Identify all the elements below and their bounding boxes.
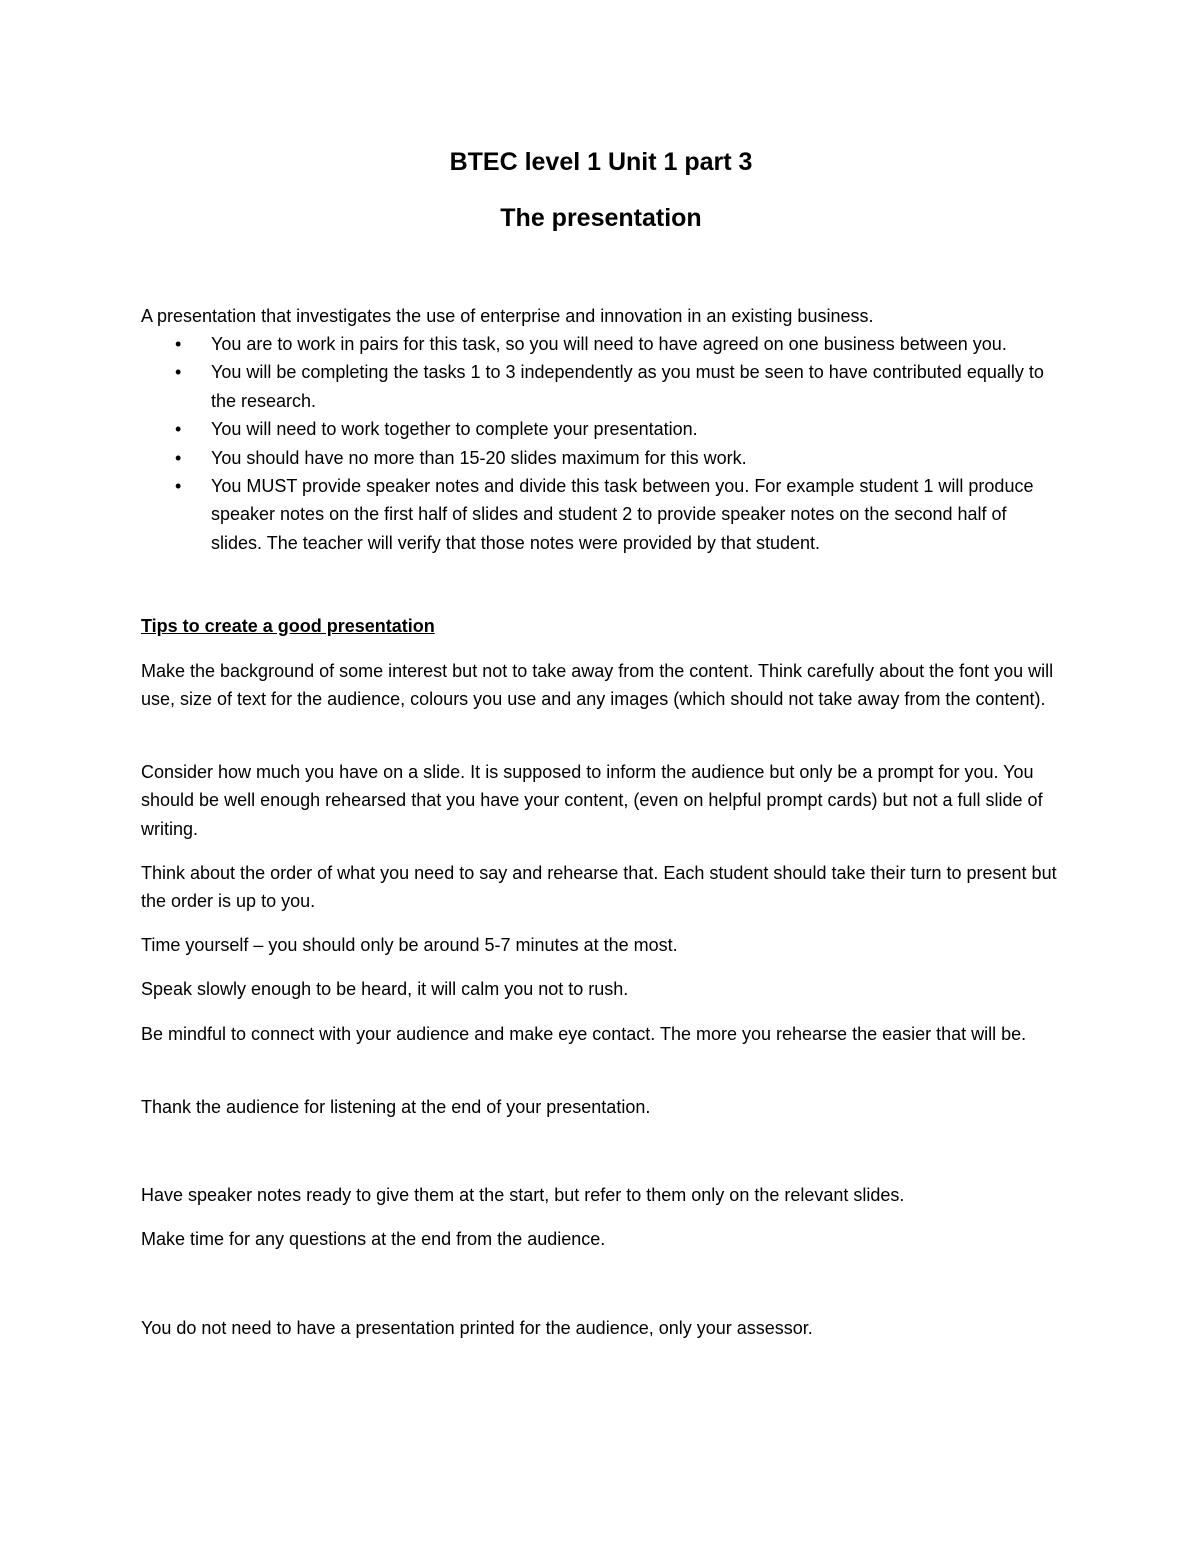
tip-paragraph: Time yourself – you should only be around 5-7 minutes at the most.: [141, 935, 678, 955]
bullet-icon: •: [175, 334, 182, 354]
list-item: [141, 330, 1061, 358]
task-bullet-list: [141, 330, 1061, 557]
tip-paragraph: Speak slowly enough to be heard, it will calm you not to rush.: [141, 979, 629, 999]
list-item: [141, 415, 1061, 443]
list-item-text: You will need to work together to complete your presentation.: [211, 419, 698, 440]
list-item: [141, 472, 1061, 557]
tip-paragraph: Have speaker notes ready to give them at the start, but refer to them only on the relevant slides.: [141, 1185, 905, 1205]
list-item-text: You MUST provide speaker notes and divide this task between you. For example student 1 will produce speaker notes on the first half of slides and student 2 to provide speaker notes on the second half of slides. The teacher will verify that those notes were provided by that student.: [211, 476, 1034, 553]
tip-paragraph: Thank the audience for listening at the end of your presentation.: [141, 1097, 651, 1117]
bullet-icon: •: [175, 362, 182, 383]
list-item-text: You will be completing the tasks 1 to 3 independently as you must be seen to have contributed equally to the research.: [211, 362, 1044, 411]
list-item-text: You should have no more than 15-20 slides maximum for this work.: [211, 447, 747, 468]
list-item-text: You are to work in pairs for this task, so you will need to have agreed on one business between you.: [211, 334, 1007, 354]
document-subtitle: The presentation: [500, 204, 702, 232]
tip-paragraph: Consider how much you have on a slide. It is supposed to inform the audience but only be a prompt for you. You should be well enough rehearsed that you have your content, (even on helpful prompt cards) but not a full slide of writing.: [141, 762, 1043, 839]
list-item: [141, 444, 1061, 472]
tip-paragraph: Make the background of some interest but not to take away from the content. Think carefully about the font you will use, size of text for the audience, colours you use and any images (which should not take away from the content).: [141, 661, 1054, 710]
bullet-icon: •: [175, 447, 182, 468]
bullet-icon: •: [175, 476, 182, 497]
tip-paragraph: Make time for any questions at the end from the audience.: [141, 1229, 606, 1249]
intro-paragraph: A presentation that investigates the use of enterprise and innovation in an existing business.: [141, 306, 874, 326]
tips-heading: Tips to create a good presentation: [141, 616, 435, 636]
tip-paragraph: You do not need to have a presentation printed for the audience, only your assessor.: [141, 1318, 813, 1338]
tip-paragraph: Think about the order of what you need to say and rehearse that. Each student should take their turn to present but the order is up to you.: [141, 863, 1057, 912]
document-title: BTEC level 1 Unit 1 part 3: [449, 148, 753, 176]
bullet-icon: •: [175, 419, 182, 440]
list-item: [141, 358, 1061, 415]
tip-paragraph: Be mindful to connect with your audience and make eye contact. The more you rehearse the easier that will be.: [141, 1024, 1027, 1044]
